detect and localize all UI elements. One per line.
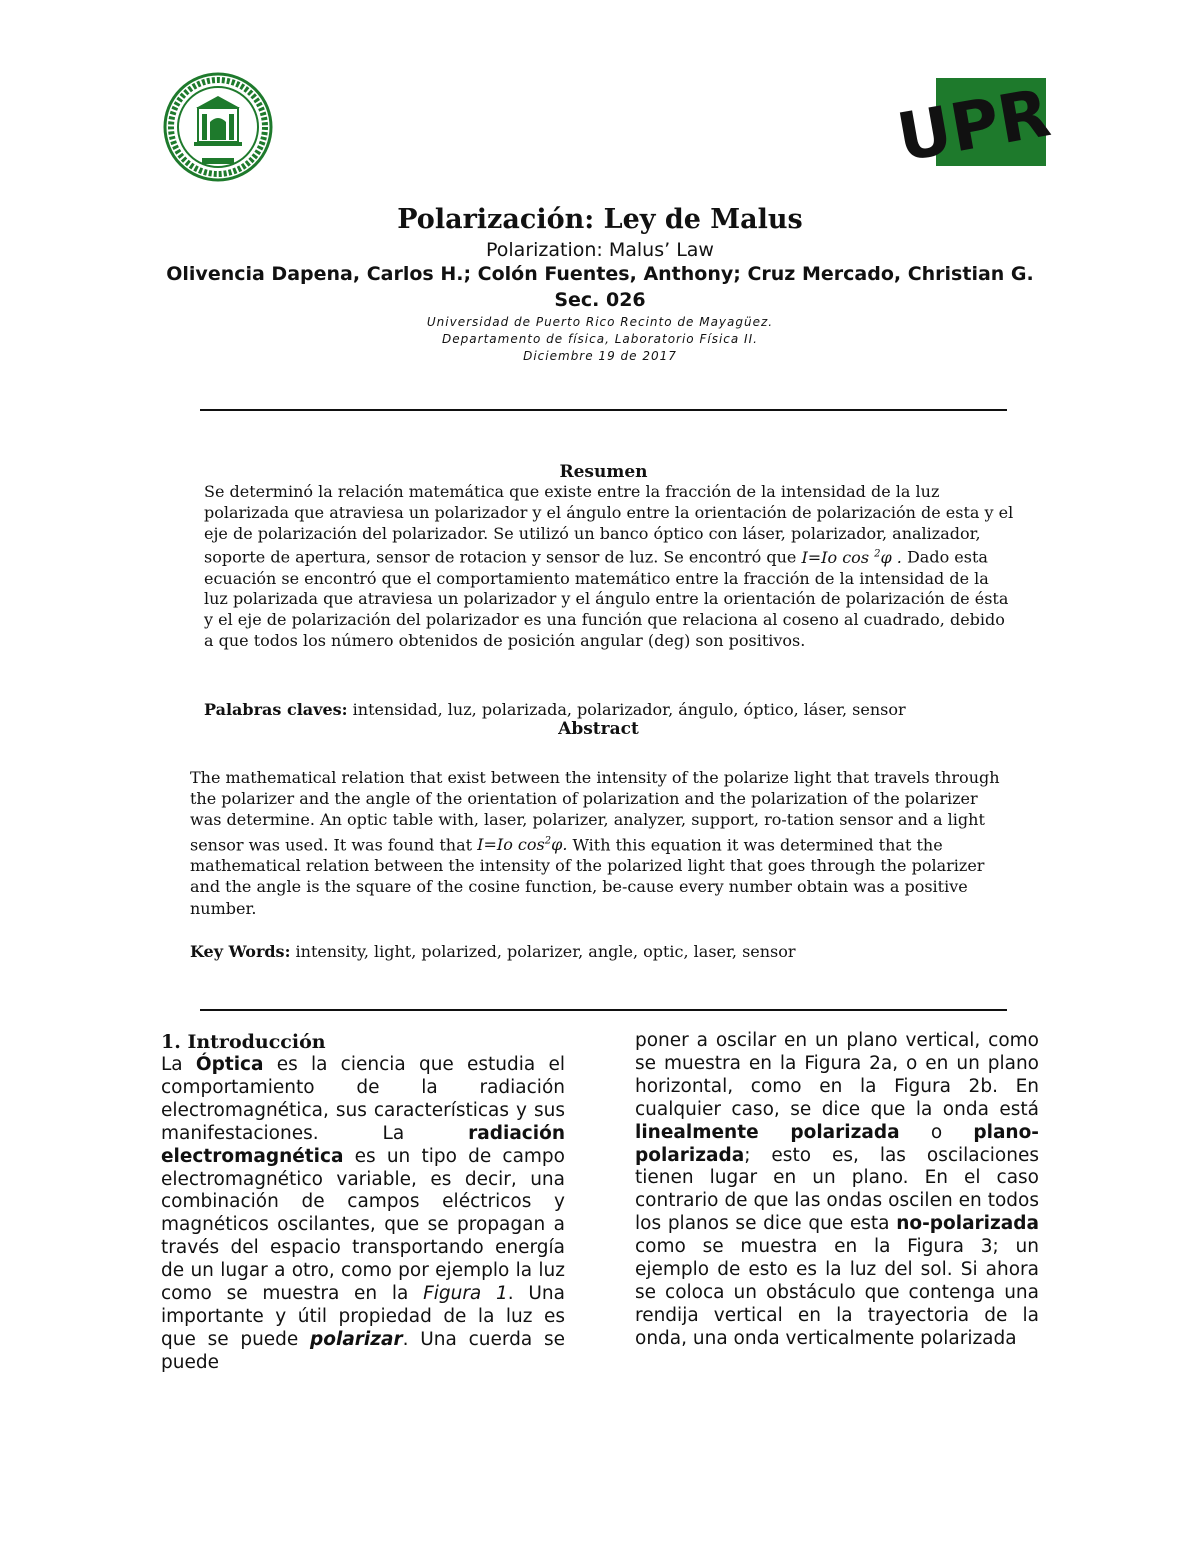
upr-logo	[891, 74, 1056, 177]
affiliation-university: Universidad de Puerto Rico Recinto de Mayagüez.	[426, 315, 774, 329]
intro-column-right	[635, 1030, 1039, 1351]
paper-header	[150, 202, 1050, 365]
intro-heading: 1. Introducción	[161, 1031, 326, 1053]
abstract-text: The mathematical relation that exist between the intensity of the polarize light that travels through the polarizer and the angle of the orientation of polarization and the polarization of the polarizer was determine. An optic table with, laser, polarizer, analyzer, support, ro-tation sensor and a light sensor was used. It was found that I=Io $\cos^2\varphi$. With this equation it was determined that the mathematical relation between the intensity of the polarized light that goes through the polarizer and the angle is the square of the cosine function, be-cause every number obtain was a positive number.	[190, 768, 1000, 918]
palabras-claves: Palabras claves: intensidad, luz, polarizada, polarizador, ángulo, óptico, láser, sensor	[204, 700, 906, 719]
abstract-equation: I=Io $\cos^2\varphi$.	[477, 834, 568, 854]
abstract-heading: Abstract	[558, 719, 639, 739]
resumen-equation: I=Io cos $^2$φ .	[801, 547, 902, 567]
paper-title: Polarización: Ley de Malus	[397, 204, 803, 235]
key-words: Key Words: intensity, light, polarized, polarizer, angle, optic, laser, sensor	[190, 942, 796, 961]
paper-section: Sec. 026	[554, 289, 646, 311]
paper-authors: Olivencia Dapena, Carlos H.; Colón Fuentes, Anthony; Cruz Mercado, Christian G.	[166, 263, 1034, 285]
university-seal-logo	[162, 72, 274, 182]
abstract-divider	[200, 1009, 1007, 1011]
resumen-text: Se determinó la relación matemática que existe entre la fracción de la intensidad de la luz polarizada que atraviesa un polarizador y el ángulo entre la orientación de polarización de esta y el eje de polarización del polarizador. Se utilizó un banco óptico con láser, polarizador, analizador, soporte de apertura, sensor de rotacion y sensor de luz. Se encontró que I=Io cos $^2$φ . Dado esta ecuación se encontró que el comportamiento matemático entre la fracción de la intensidad de la luz polarizada que atraviesa un polarizador y el ángulo entre la orientación de polarización de ésta y el eje de polarización del polarizador es una función que relaciona al coseno al cuadrado, debido a que todos los número obtenidos de posición angular (deg) son positivos.	[204, 482, 1014, 650]
paper-subtitle: Polarization: Malus’ Law	[486, 239, 714, 261]
upr-logo-text: UPR	[891, 74, 1056, 177]
affiliation-department: Departamento de física, Laboratorio Física II.	[442, 332, 758, 346]
intro-paragraph-2: poner a oscilar en un plano vertical, como se muestra en la Figura 2a, o en un plano horizontal, como en la Figura 2b. En cualquier caso, se dice que la onda está linealmente polarizada o plano-polarizada; esto es, las oscilaciones tienen lugar en un plano. En el caso contrario de que las ondas oscilen en todos los planos se dice que esta no-polarizada como se muestra en la Figura 3; un ejemplo de esto es la luz del sol. Si ahora se coloca un obstáculo que contenga una rendija vertical en la trayectoria de la onda, una onda verticalmente polarizada	[635, 1030, 1039, 1349]
header-divider	[200, 409, 1007, 411]
resumen-heading: Resumen	[559, 462, 648, 482]
paper-date: Diciembre 19 de 2017	[523, 349, 677, 363]
intro-column-left	[161, 1030, 565, 1375]
intro-paragraph-1: La Óptica es la ciencia que estudia el comportamiento de la radiación electromagnética, sus características y sus manifestaciones. La radiación electromagnética es un tipo de campo electromagnético variable, es decir, una combinación de campos eléctricos y magnéticos oscilantes, que se propagan a través del espacio transportando energía de un lugar a otro, como por ejemplo la luz como se muestra en la Figura 1. Una importante y útil propiedad de la luz es que se puede polarizar. Una cuerda se puede	[161, 1054, 565, 1373]
